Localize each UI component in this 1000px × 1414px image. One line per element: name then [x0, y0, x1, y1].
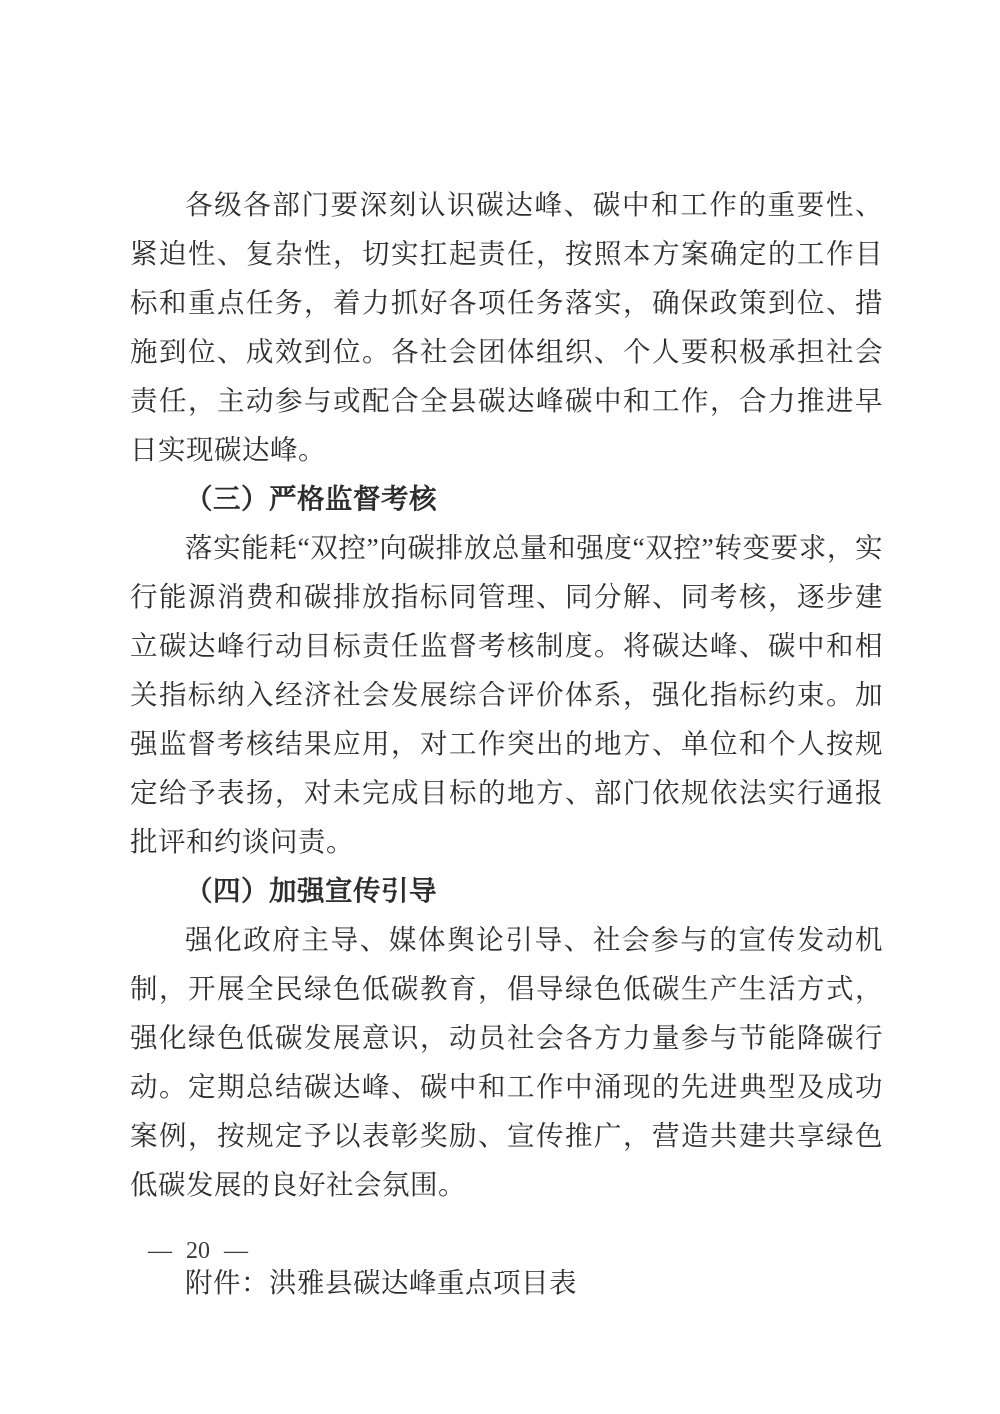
body-paragraph: 强化政府主导、媒体舆论引导、社会参与的宣传发动机制，开展全民绿色低碳教育，倡导绿色低碳生产生活方式，强化绿色低碳发展意识，动员社会各方力量参与节能降碳行动。定期总结碳达峰、碳中和工作中涌现的先进典型及成功案例，按规定予以表彰奖励、宣传推广，营造共建共享绿色低碳发展的良好社会氛围。: [130, 924, 883, 1200]
page-number: — 20 —: [148, 1238, 248, 1264]
attachment-line: 附件：洪雅县碳达峰重点项目表: [185, 1267, 577, 1298]
body-paragraph: 落实能耗“双控”向碳排放总量和强度“双控”转变要求，实行能源消费和碳排放指标同管理、同分解、同考核，逐步建立碳达峰行动目标责任监督考核制度。将碳达峰、碳中和相关指标纳入经济社会发展综合评价体系，强化指标约束。加强监督考核结果应用，对工作突出的地方、单位和个人按规定给予表扬，对未完成目标的地方、部门依规依法实行通报批评和约谈问责。: [130, 532, 883, 857]
document-body: [130, 180, 883, 1307]
body-paragraph: 各级各部门要深刻认识碳达峰、碳中和工作的重要性、紧迫性、复杂性，切实扛起责任，按照本方案确定的工作目标和重点任务，着力抓好各项任务落实，确保政策到位、措施到位、成效到位。各社会团体组织、个人要积极承担社会责任，主动参与或配合全县碳达峰碳中和工作，合力推进早日实现碳达峰。: [130, 189, 883, 465]
section-heading-4: （四）加强宣传引导: [185, 875, 437, 906]
section-heading-3: （三）严格监督考核: [185, 483, 437, 514]
